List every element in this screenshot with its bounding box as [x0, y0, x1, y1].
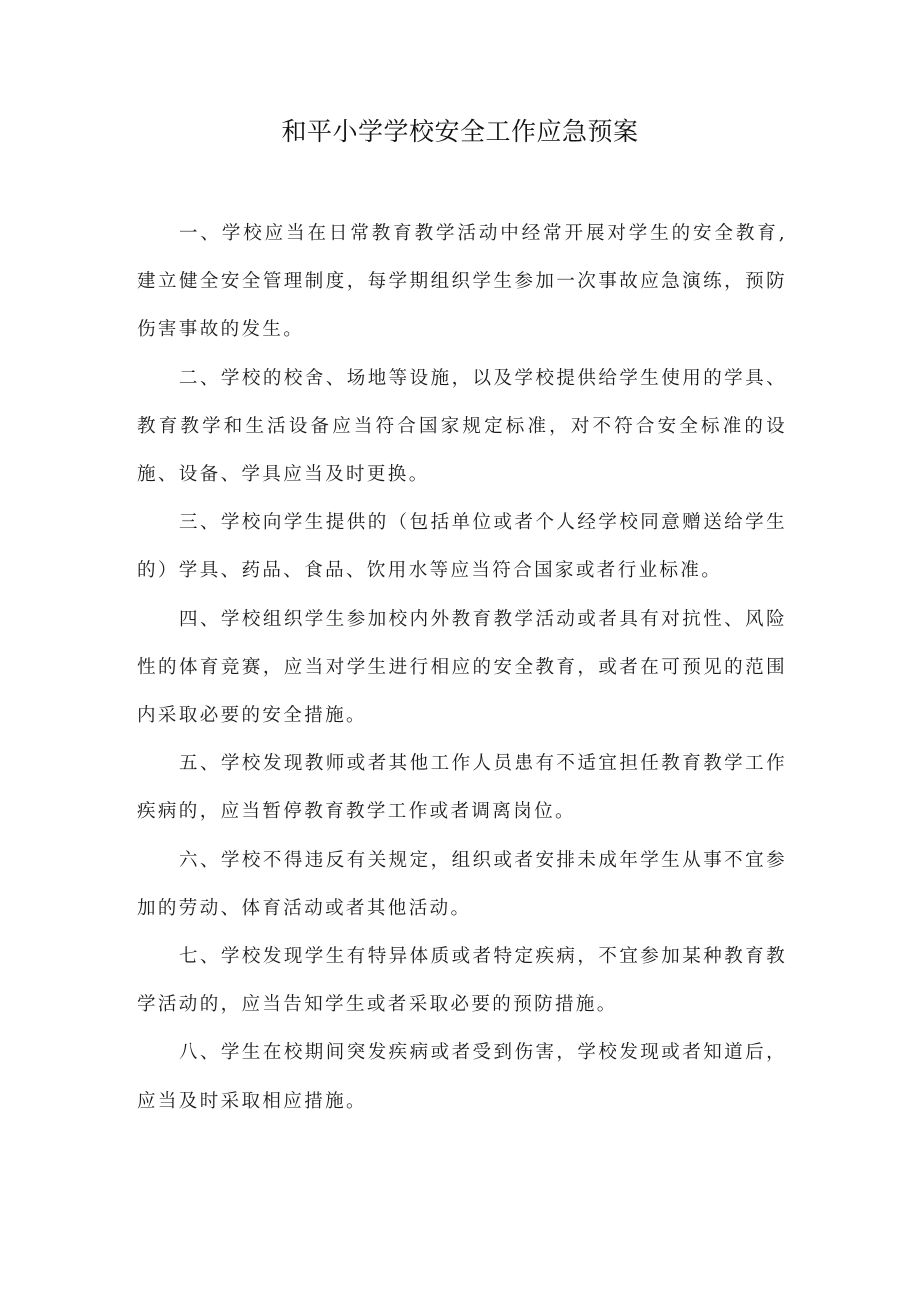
paragraph-1: 一、学校应当在日常教育教学活动中经常开展对学生的安全教育,建立健全安全管理制度，每学期组织学生参加一次事故应急演练，预防伤害事故的发生。: [137, 223, 787, 341]
paragraph-2: 二、学校的校舍、场地等设施，以及学校提供给学生使用的学具、教育教学和生活设备应当符合国家规定标准，对不符合安全标准的设施、设备、学具应当及时更换。: [137, 367, 787, 486]
document-body: [137, 210, 787, 1126]
paragraph-4: 四、学校组织学生参加校内外教育教学活动或者具有对抗性、风险性的体育竞赛，应当对学生进行相应的安全教育，或者在可预见的范围内采取必要的安全措施。: [137, 608, 787, 727]
paragraph-6: 六、学校不得违反有关规定，组织或者安排未成年学生从事不宜参加的劳动、体育活动或者其他活动。: [137, 849, 787, 919]
paragraph-7: 七、学校发现学生有特异体质或者特定疾病，不宜参加某种教育教学活动的，应当告知学生或者采取必要的预防措施。: [137, 946, 787, 1016]
paragraph-5: 五、学校发现教师或者其他工作人员患有不适宜担任教育教学工作疾病的，应当暂停教育教学工作或者调离岗位。: [137, 753, 787, 823]
document-title: 和平小学学校安全工作应急预案: [281, 117, 639, 146]
paragraph-8: 八、学生在校期间突发疾病或者受到伤害，学校发现或者知道后，应当及时采取相应措施。: [137, 1042, 787, 1112]
paragraph-3: 三、学校向学生提供的（包括单位或者个人经学校同意赠送给学生的）学具、药品、食品、饮用水等应当符合国家或者行业标准。: [137, 512, 787, 582]
